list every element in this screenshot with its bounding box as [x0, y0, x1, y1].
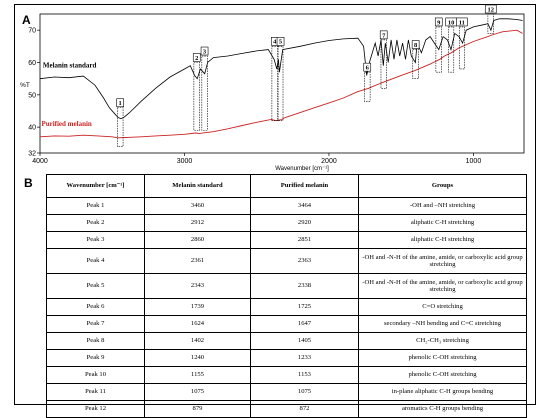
purified-melanin-value: 1647 — [251, 316, 359, 333]
purified-melanin-value: 1725 — [251, 299, 359, 316]
row-label: Peak 1 — [47, 198, 145, 215]
row-label: Peak 8 — [47, 333, 145, 350]
melanin-standard-value: 2860 — [145, 232, 251, 249]
header-purified-melanin: Purified melanin — [251, 175, 359, 198]
peak-label: 8 — [414, 41, 418, 49]
row-label: Peak 3 — [47, 232, 145, 249]
table-row — [47, 299, 527, 316]
y-tick-label: 40 — [28, 124, 36, 132]
peak-label: 1 — [118, 100, 122, 108]
melanin-standard-value: 879 — [145, 401, 251, 418]
purified-melanin-value: 2363 — [251, 249, 359, 274]
purified-melanin-value: 1075 — [251, 384, 359, 401]
peak-label: 4 — [273, 38, 277, 46]
melanin-standard-value: 1402 — [145, 333, 251, 350]
row-label: Peak 10 — [47, 367, 145, 384]
y-tick-label: 50 — [28, 92, 36, 100]
x-tick-label: 4000 — [32, 158, 48, 165]
table-row — [47, 384, 527, 401]
peak-assignment-table — [46, 174, 527, 418]
peak-label: 12 — [487, 6, 495, 14]
y-tick-label: 32 — [28, 150, 36, 158]
peak-label: 6 — [365, 64, 369, 72]
group-assignment: C=O stretching — [359, 299, 527, 316]
table-row — [47, 232, 527, 249]
table-row — [47, 198, 527, 215]
melanin-standard-value: 2361 — [145, 249, 251, 274]
peak-label: 7 — [382, 32, 386, 40]
group-assignment: aliphatic C-H stretching — [359, 215, 527, 232]
panel-label-a: A — [22, 13, 31, 27]
panel-label-b: B — [24, 176, 33, 190]
y-tick-label: 70 — [28, 27, 36, 35]
table-row — [47, 215, 527, 232]
group-assignment: phenolic C-OH stretching — [359, 367, 527, 384]
x-tick-label: 3000 — [176, 158, 193, 165]
melanin-standard-value: 1739 — [145, 299, 251, 316]
peak-marker-box — [278, 46, 283, 120]
peak-marker-box — [413, 50, 419, 79]
melanin-standard-value: 2912 — [145, 215, 251, 232]
series-label-purified-melanin: Purified melanin — [41, 120, 92, 129]
purified-melanin-value: 1405 — [251, 333, 359, 350]
peak-label: 2 — [195, 54, 199, 62]
series-line-melanin-standard — [40, 19, 523, 119]
row-label: Peak 6 — [47, 299, 145, 316]
row-label: Peak 11 — [47, 384, 145, 401]
peak-marker-box — [364, 72, 370, 101]
row-label: Peak 7 — [47, 316, 145, 333]
peak-label: 3 — [202, 48, 207, 56]
purified-melanin-value: 2920 — [251, 215, 359, 232]
row-label: Peak 5 — [47, 274, 145, 299]
group-assignment: secondary –NH bending and C=C stretching — [359, 316, 527, 333]
purified-melanin-value: 2851 — [251, 232, 359, 249]
table-row — [47, 249, 527, 274]
group-assignment: phenolic C-OH stretching — [359, 350, 527, 367]
table-row — [47, 274, 527, 299]
peak-marker-box — [459, 27, 464, 69]
table-header-row — [47, 175, 527, 198]
melanin-standard-value: 2343 — [145, 274, 251, 299]
group-assignment: in-plane aliphatic C-H groups bending — [359, 384, 527, 401]
peak-label: 10 — [447, 19, 455, 27]
purified-melanin-value: 1153 — [251, 367, 359, 384]
group-assignment: -OH and -N-H of the amine, amide, or carboxylic acid group stretching — [359, 249, 527, 274]
purified-melanin-value: 3464 — [251, 198, 359, 215]
row-label: Peak 12 — [47, 401, 145, 418]
group-assignment: CH₂-CH₃ stretching — [359, 333, 527, 350]
melanin-standard-value: 3460 — [145, 198, 251, 215]
peak-label: 5 — [278, 38, 283, 46]
table-row — [47, 350, 527, 367]
x-tick-label: 2000 — [321, 158, 337, 165]
header-melanin-standard: Melanin standard — [145, 175, 251, 198]
ftir-spectrum-chart — [0, 0, 550, 175]
row-label: Peak 4 — [47, 249, 145, 274]
x-tick-label: 1000 — [465, 158, 482, 165]
purified-melanin-value: 872 — [251, 401, 359, 418]
y-axis-label: %T — [20, 82, 30, 90]
table-row — [47, 333, 527, 350]
melanin-standard-value: 1075 — [145, 384, 251, 401]
header-groups: Groups — [359, 175, 527, 198]
purified-melanin-value: 1233 — [251, 350, 359, 367]
row-label: Peak 2 — [47, 215, 145, 232]
peak-label: 9 — [437, 19, 441, 27]
y-tick-label: 60 — [28, 59, 36, 67]
melanin-standard-value: 1624 — [145, 316, 251, 333]
peak-assignment-table-wrapper — [46, 174, 526, 418]
table-row — [47, 401, 527, 418]
x-axis-label: Wavenumber [cm⁻¹] — [275, 166, 329, 172]
series-label-melanin-standard: Melanin standard — [42, 61, 97, 70]
melanin-standard-value: 1155 — [145, 367, 251, 384]
row-label: Peak 9 — [47, 350, 145, 367]
peak-marker-box — [117, 108, 123, 147]
table-row — [47, 367, 527, 384]
group-assignment: aliphatic C-H stretching — [359, 232, 527, 249]
melanin-standard-value: 1240 — [145, 350, 251, 367]
group-assignment: -OH and -N-H of the amine, amide, or carboxylic acid group stretching — [359, 274, 527, 299]
group-assignment: aromatics C-H groups bending — [359, 401, 527, 418]
peak-label: 11 — [458, 19, 465, 27]
table-row — [47, 316, 527, 333]
purified-melanin-value: 2338 — [251, 274, 359, 299]
group-assignment: -OH and –NH stretching — [359, 198, 527, 215]
plot-area-border — [40, 14, 524, 153]
header-wavenumber: Wavenumber [cm⁻¹] — [47, 175, 145, 198]
